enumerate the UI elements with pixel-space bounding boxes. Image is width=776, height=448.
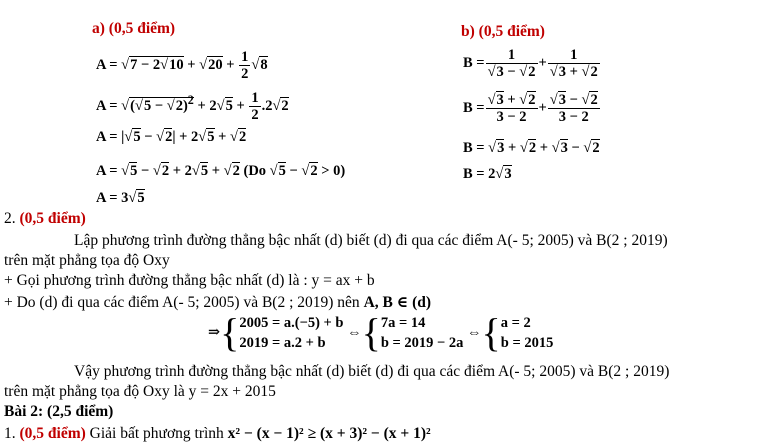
part-b-line4: B = 2√3 — [463, 166, 512, 182]
part-b-line1: B = $\frac{1}{√3 - √2}$ + $\frac{1}{√3 + √2}$ — [463, 47, 598, 80]
part-b-line2: B = $\frac{√3 + √2}{3 - 2}$ + $\frac{√3 - √2}{3 - 2}$ — [463, 92, 598, 125]
q2-heading: 2. (0,5 điểm) — [4, 210, 86, 227]
bai2-title: Bài 2: (2,5 điểm) — [4, 403, 114, 420]
q2-paragraph1: Lập phương trình đường thẳng bậc nhất (d) biết (d) đi qua các điểm A(- 5; 2005) và B(2 ; 2019) — [74, 232, 668, 249]
part-a-line1: A = √7 − 2√10 + √20 + $\frac{1}{2}$ √8 — [96, 49, 268, 82]
q2-paragraph2: + Gọi phương trình đường thẳng bậc nhất (d) là : y = ax + b — [4, 272, 375, 289]
part-b-heading: b) (0,5 điểm) — [461, 23, 545, 40]
q2-paragraph1-cont: trên mặt phẳng tọa độ Oxy — [4, 252, 170, 269]
q2-paragraph4: Vậy phương trình đường thẳng bậc nhất (d) biết (d) đi qua các điểm A(- 5; 2005) và B(2 ; 2019) — [74, 363, 670, 380]
q2-paragraph3: + Do (d) đi qua các điểm A(- 5; 2005) và B(2 ; 2019) nên A, B ∈ (d) — [4, 294, 432, 311]
part-a-heading: a) (0,5 điểm) — [92, 20, 176, 37]
part-a-line2: $A = √(√5 - √2)^2 + 2√5$ + $\frac{1}{2}$ .2√2 — [96, 90, 289, 123]
part-a-line4: A = √5 − √2 + 2√5 + √2 (Do √5 − √2 > 0) — [96, 163, 346, 179]
q2-system: ⇒{2005 = a.(−5) + b 2019 = a.2 + b ⇔{7a = 14 b = 2019 − 2a ⇔{a = 2 b = 2015 — [208, 310, 554, 355]
part-a-line5: A = 3√5 — [96, 190, 145, 206]
part-a-line3: A = |√5 − √2| + 2√5 + √2 — [96, 129, 247, 145]
part-b-line3: B = √3 + √2 + √3 − √2 — [463, 140, 600, 156]
bai2-q1: 1. (0,5 điểm) Giải bất phương trình x² − (x − 1)² ≥ (x + 3)² − (x + 1)² — [4, 425, 431, 442]
q2-paragraph4-cont: trên mặt phẳng tọa độ Oxy là y = 2x + 2015 — [4, 383, 276, 400]
